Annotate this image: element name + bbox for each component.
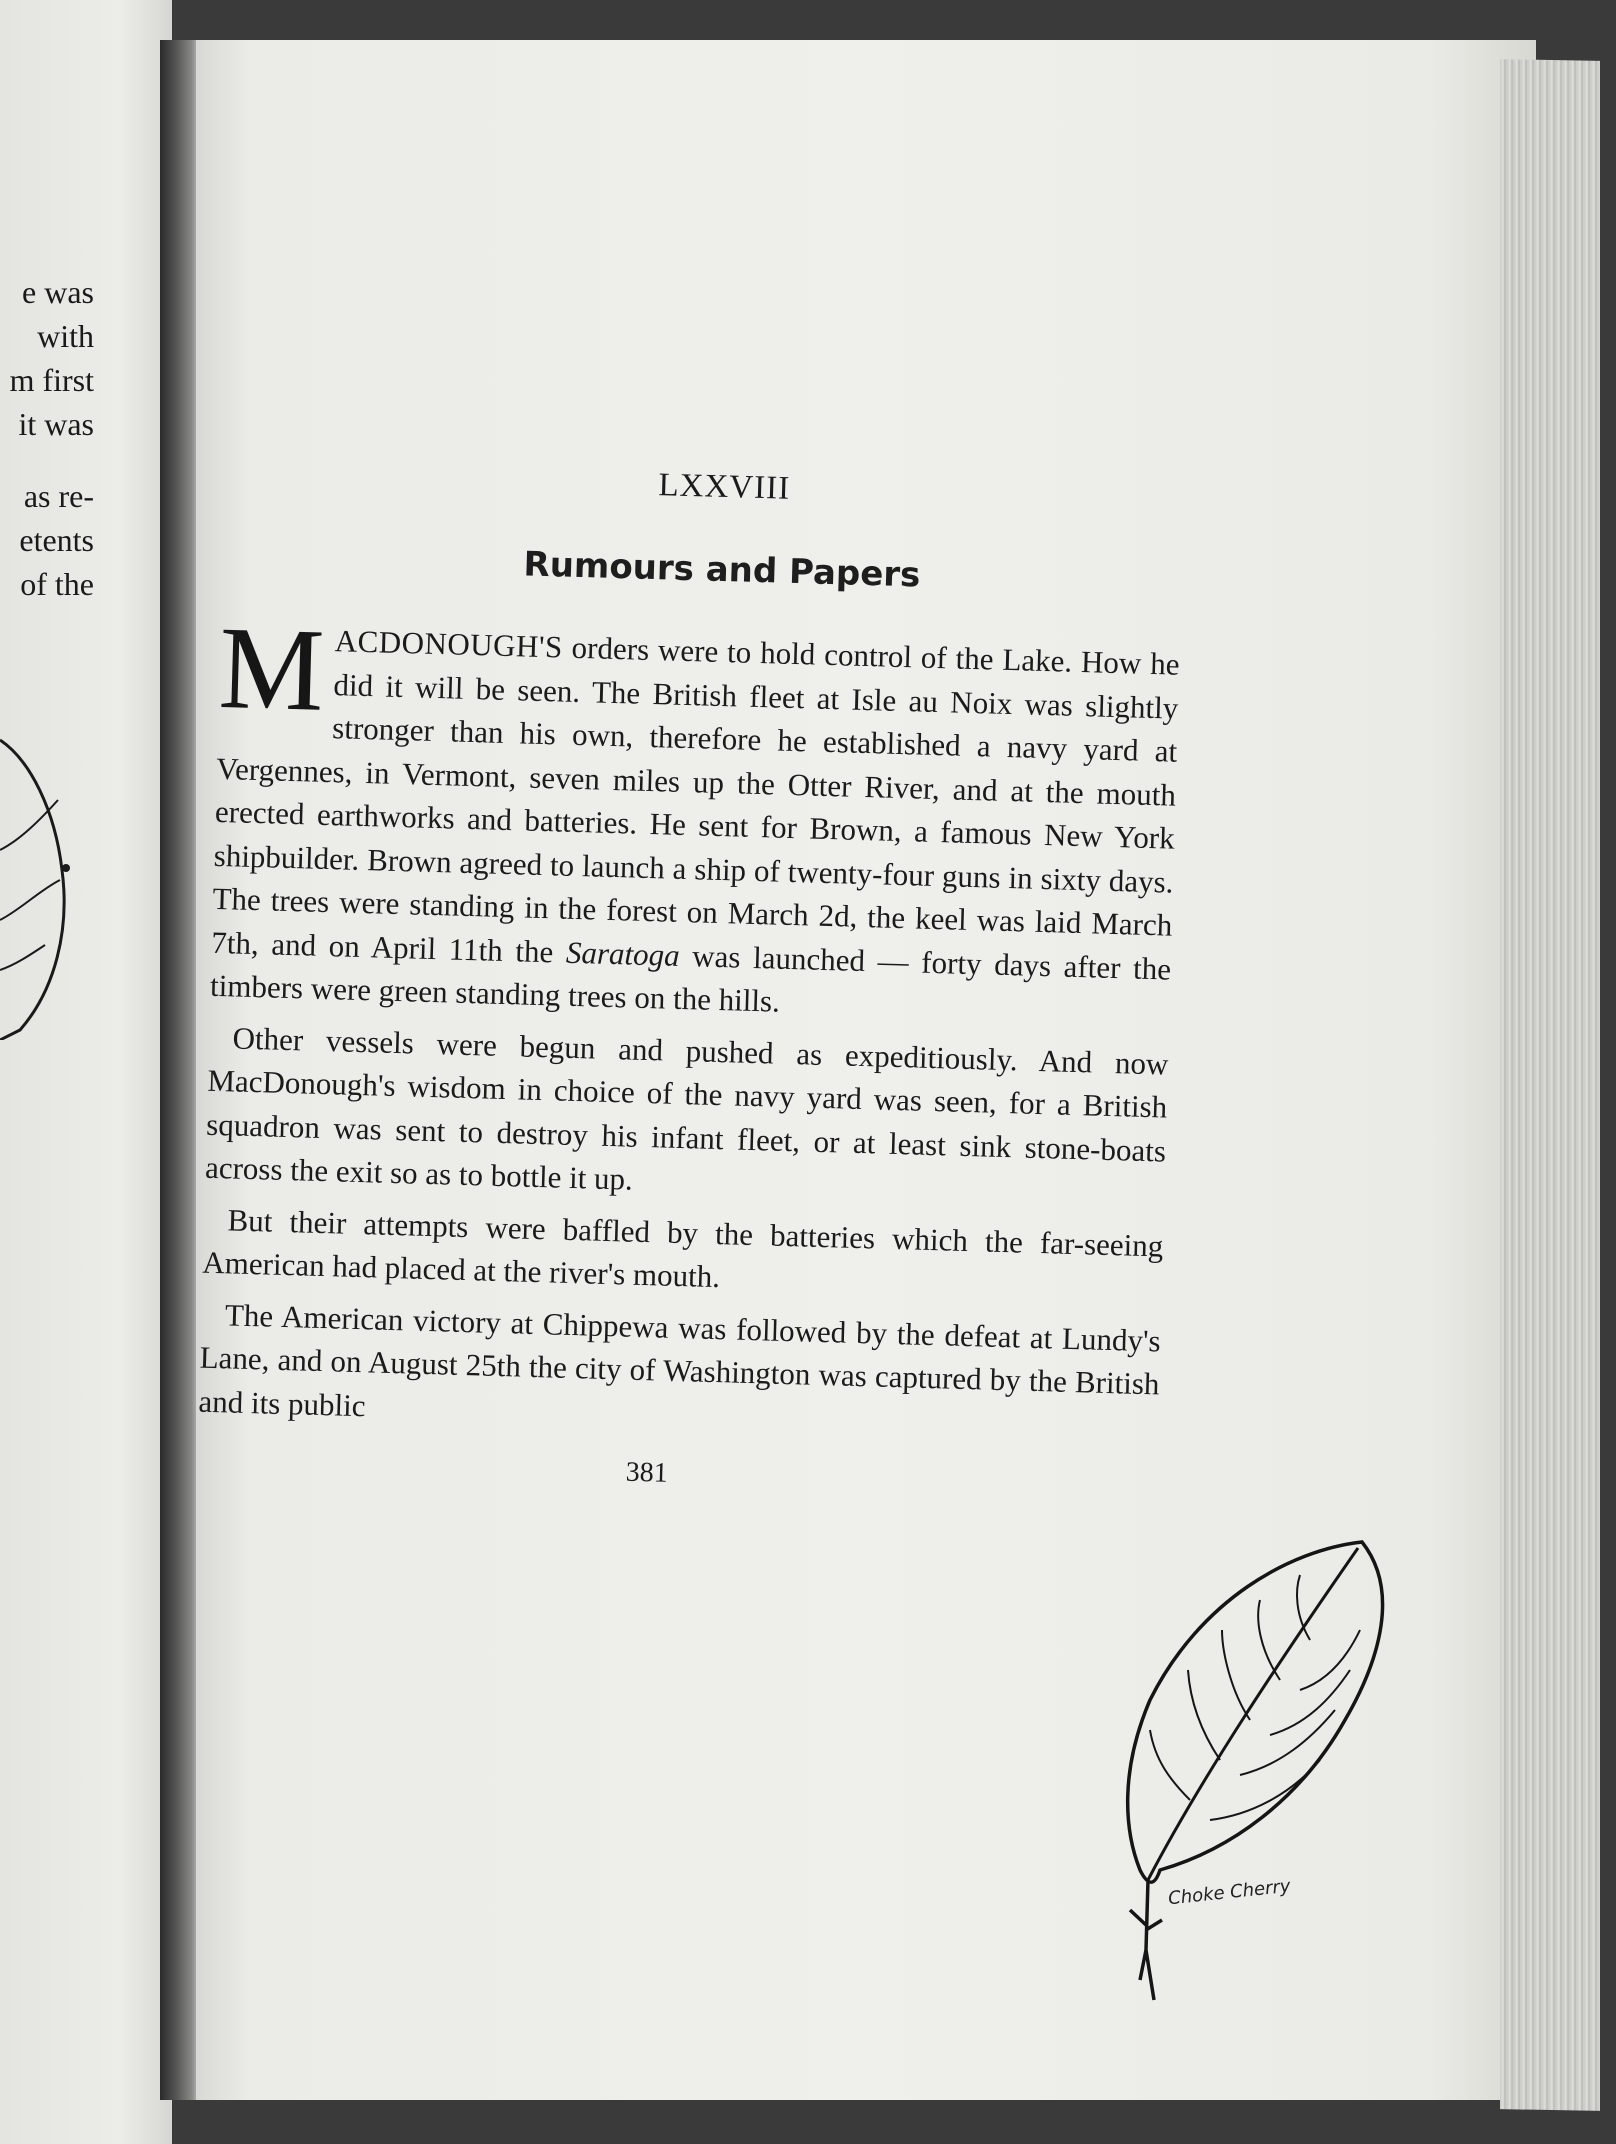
paragraph: But their attempts were baffled by the batteries which the far-seeing American had placed at the river's mouth. [201, 1201, 1164, 1295]
first-word: ACDONOUGH'S [334, 623, 564, 665]
ship-name: Saratoga [565, 934, 681, 973]
chapter-title: Rumours and Papers [523, 544, 921, 596]
chapter-number: LXXVIII [658, 467, 791, 507]
leaf-caption: Choke Cherry [1167, 1875, 1292, 1910]
left-fragment: m first [9, 362, 94, 398]
left-page [0, 0, 172, 2144]
paragraph-text: was launched — forty days after the timbers were green standing trees on the hills. [209, 937, 1172, 1019]
left-fragment: as re- [23, 478, 94, 514]
left-page-text-fragments [10, 270, 94, 606]
body-text [198, 601, 1181, 1449]
left-fragment: of the [20, 566, 94, 602]
paragraph-text: orders were to hold control of the Lake. How he did it will be seen. The British fleet at Isle au Noix was slightly stronger than his own, therefore he established a navy yard at Vergennes, in Vermont, seven miles up the Otter River, and at the mouth erected earthworks and batteries. He sent for Brown, a famous New York shipbuilder. Brown agreed to launch a ship of twenty-four guns in sixty days. The trees were standing in the forest on March 2d, the keel was laid March 7th, and on April 11th the [210, 629, 1181, 970]
page-edges [1500, 59, 1600, 2111]
left-fragment: etents [19, 522, 94, 558]
book-gutter [160, 40, 200, 2100]
paragraph [209, 601, 1181, 1034]
page-number: 381 [625, 1456, 669, 1489]
left-fragment: e was [22, 274, 94, 310]
left-fragment: it was [18, 406, 94, 442]
paragraph: Other vessels were begun and pushed as expeditiously. And now MacDonough's wisdom in choice of the navy yard was seen, for a British squadron was sent to destroy his infant fleet, or at least sink stone-boats across the exit so as to bottle it up. [204, 1019, 1169, 1197]
drop-cap: M [217, 601, 326, 736]
left-leaf-illustration [0, 720, 90, 1040]
choke-cherry-leaf-illustration [1110, 1530, 1410, 2030]
page-content [196, 455, 1184, 1503]
paragraph: The American victory at Chippewa was followed by the defeat at Lundy's Lane, and on August 25th the city of Washington was captured by the British and its public [198, 1296, 1162, 1423]
left-fragment: with [37, 318, 94, 354]
